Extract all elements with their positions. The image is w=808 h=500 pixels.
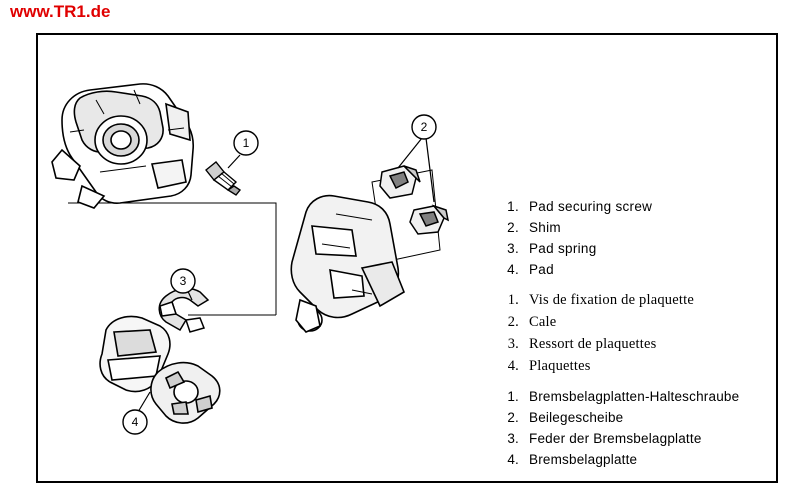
legend-english-list [497,196,652,280]
callout-2-label: 2 [420,120,428,134]
legend-item-number: 4. [507,358,519,374]
legend-item-number: 2. [507,220,519,235]
legend-item-number: 4. [507,262,519,277]
legend-item-label: Plaquettes [529,358,591,374]
legend-item [497,407,739,428]
legend-item-label: Pad securing screw [529,199,653,214]
legend-item-number: 2. [507,314,519,330]
legend-item [497,449,739,470]
legend-german-list [497,386,739,470]
legend-french-list [497,289,694,377]
legend-item-label: Bremsbelagplatte [529,452,638,467]
legend-item-number: 2. [507,410,519,425]
legend-item [497,355,694,377]
legend-item-label: Bremsbelagplatten-Halteschraube [529,389,740,404]
legend-item-label: Pad spring [529,241,597,256]
legend-item [497,311,694,333]
legend-item-label: Feder der Bremsbelagplatte [529,431,702,446]
legend-item [497,333,694,355]
legend-item-label: Pad [529,262,554,277]
legend-item [497,238,652,259]
legend-item-number: 1. [507,389,519,404]
legend-item [497,217,652,238]
legend-item [497,259,652,280]
legend-item-label: Shim [529,220,561,235]
legend-item-number: 3. [507,431,519,446]
legend-item [497,289,694,311]
legend-item-number: 4. [507,452,519,467]
site-watermark: www.TR1.de [10,2,111,21]
callout-1-label: 1 [242,136,250,150]
legend-item [497,428,739,449]
legend-item-number: 3. [507,241,519,256]
legend-english [497,196,652,280]
legend-item-label: Beilegescheibe [529,410,624,425]
legend-item-label: Ressort de plaquettes [529,336,657,352]
legend-item-number: 1. [507,199,519,214]
callout-3-label: 3 [179,274,187,288]
callout-4-label: 4 [131,415,139,429]
legend-item-number: 1. [507,292,519,308]
legend-item [497,196,652,217]
legend-item-label: Vis de fixation de plaquette [529,292,694,308]
legend-item-number: 3. [507,336,519,352]
legend-french [497,289,694,377]
legend-item-label: Cale [529,314,557,330]
legend-item [497,386,739,407]
legend-german [497,386,739,470]
